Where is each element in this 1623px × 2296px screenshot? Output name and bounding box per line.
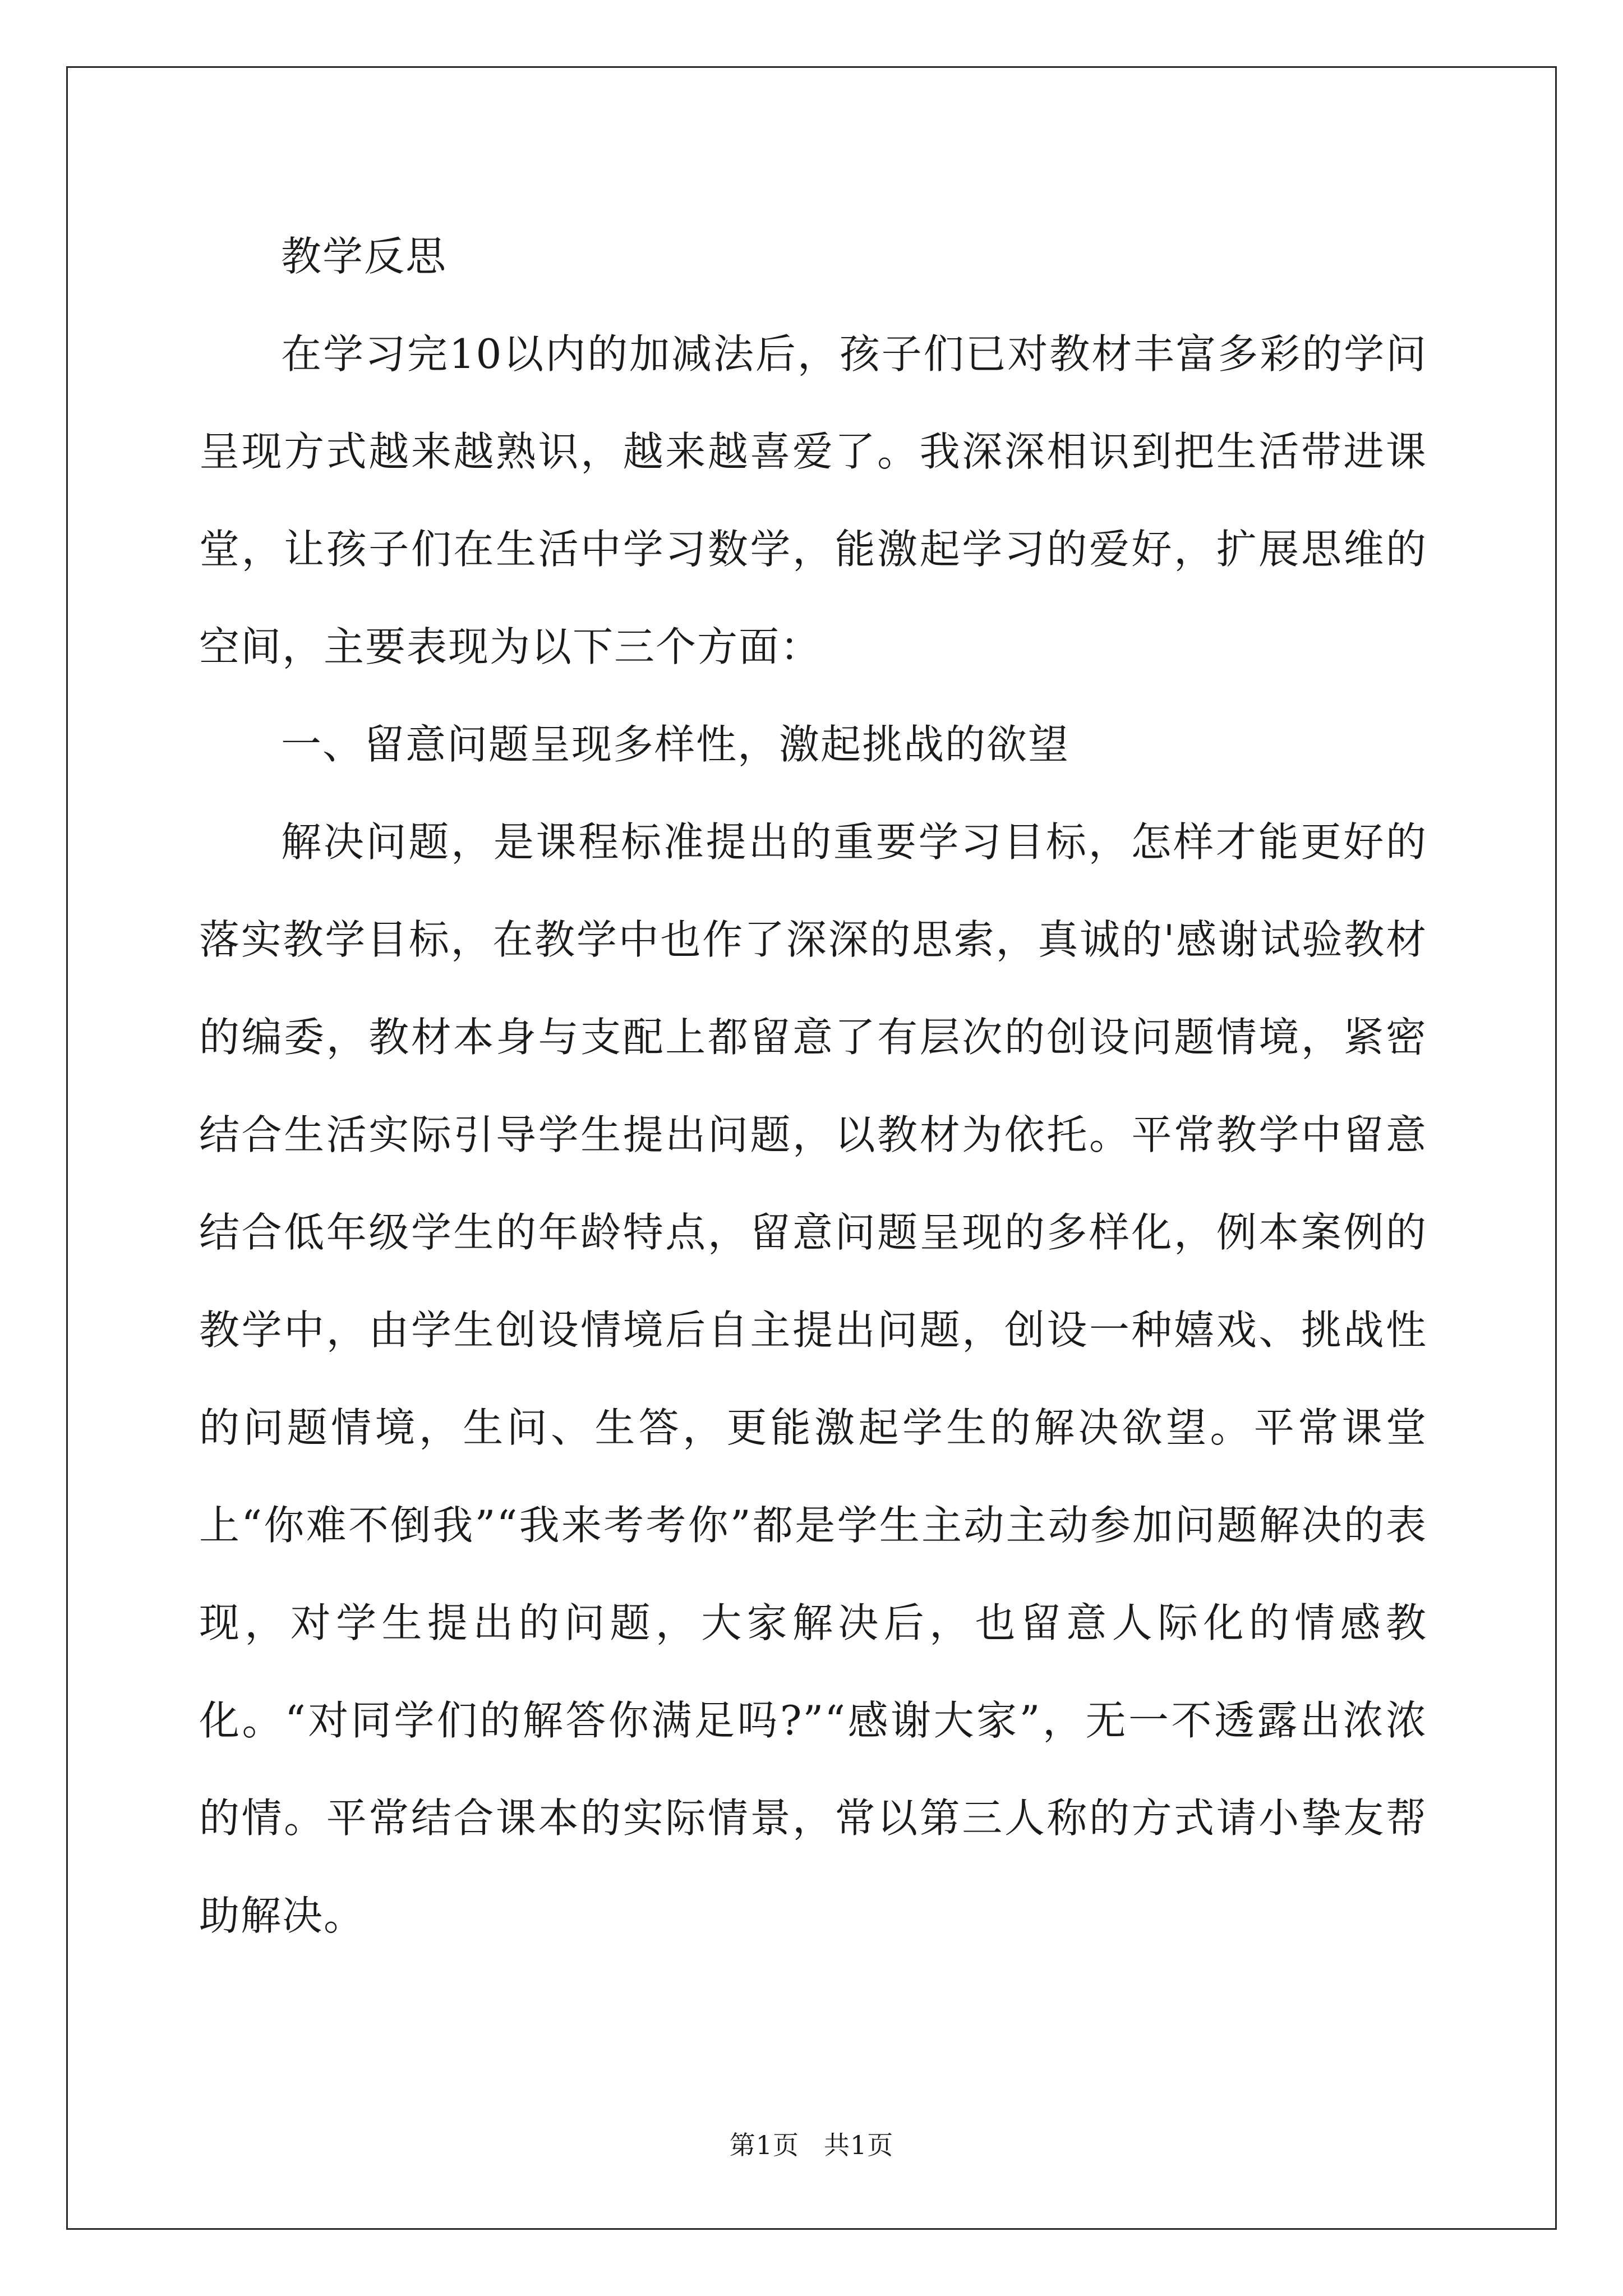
paragraph-problem-solving: 解决问题，是课程标准提出的重要学习目标，怎样才能更好的落实教学目标，在教学中也作了深深的思索，真诚的'感谢试验教材的编委，教材本身与支配上都留意了有层次的创设问题情境，紧密结合生活实际引导学生提出问题，以教材为依托。平常教学中留意结合低年级学生的年龄特点，留意问题呈现的多样化，例本案例的教学中，由学生创设情境后自主提出问题，创设一种嬉戏、挑战性的问题情境，生问、生答，更能激起学生的解决欲望。平常课堂上“你难不倒我”“我来考考你”都是学生主动主动参加问题解决的表现，对学生提出的问题，大家解决后，也留意人际化的情感教化。“对同学们的解答你满足吗?”“感谢大家”，无一不透露出浓浓的情。平常结合课本的实际情景，常以第三人称的方式请小挚友帮助解决。 <box>199 818 1427 1939</box>
document-heading: 教学反思 <box>281 233 448 280</box>
section-heading-1: 一、留意问题呈现多样性，激起挑战的欲望 <box>281 721 1070 768</box>
page-number-total: 共1页 <box>824 2130 894 2160</box>
page-footer <box>0 2128 1623 2162</box>
page-number-current: 第1页 <box>729 2130 799 2160</box>
paragraph-intro: 在学习完10以内的加减法后，孩子们已对教材丰富多彩的学问呈现方式越来越熟识，越来越喜爱了。我深深相识到把生活带进课堂，让孩子们在生活中学习数学，能激起学习的爱好，扩展思维的空间，主要表现为以下三个方面： <box>199 330 1427 670</box>
document-body <box>199 208 1427 1964</box>
